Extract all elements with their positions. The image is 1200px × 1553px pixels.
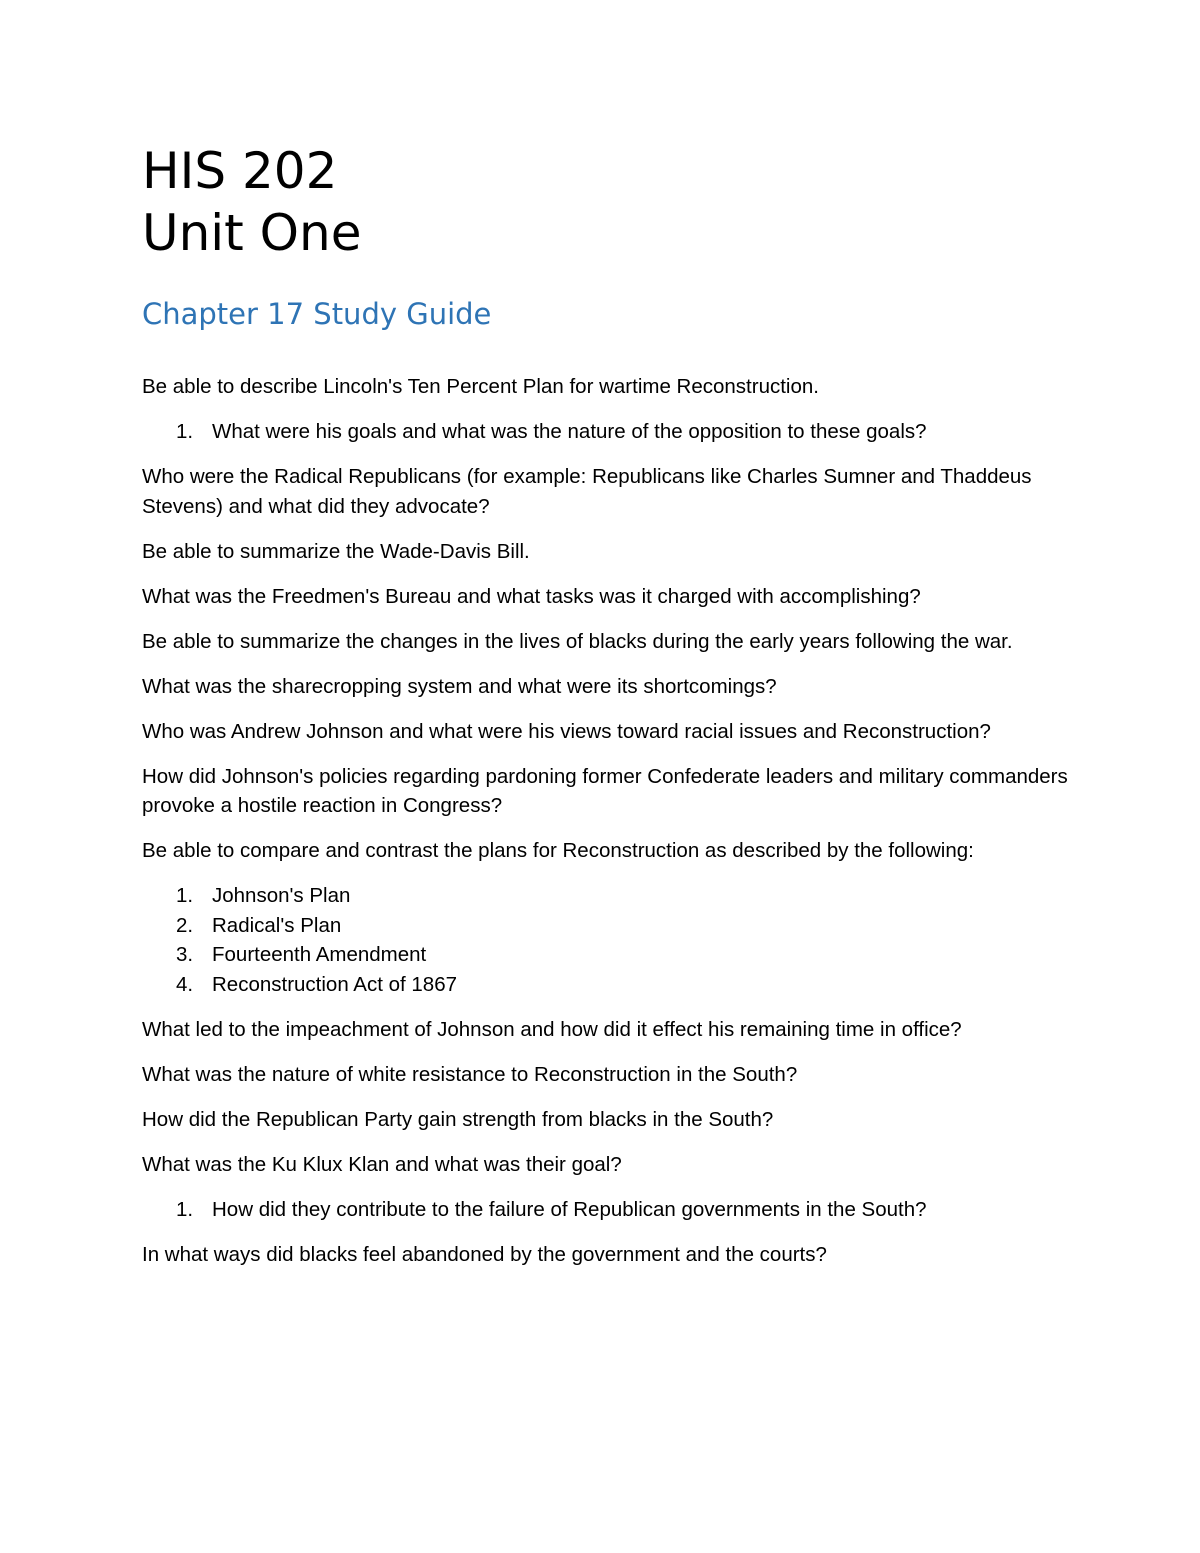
question-paragraph: Who was Andrew Johnson and what were his views toward racial issues and Reconstruction? xyxy=(142,719,991,743)
question-paragraph: How did the Republican Party gain strength from blacks in the South? xyxy=(142,1107,774,1131)
question-paragraph: Who were the Radical Republicans (for example: Republicans like Charles Sumner and Thaddeus Stevens) and what did they advocate? xyxy=(142,465,1032,518)
numbered-list xyxy=(142,1195,1072,1225)
list-item-text: Johnson's Plan xyxy=(212,884,351,907)
question-paragraph: Be able to describe Lincoln's Ten Percent Plan for wartime Reconstruction. xyxy=(142,375,819,398)
numbered-list xyxy=(142,881,1072,999)
question-paragraph: In what ways did blacks feel abandoned by the government and the courts? xyxy=(142,1242,827,1266)
list-item xyxy=(142,881,1072,911)
question-paragraph: Be able to summarize the Wade-Davis Bill. xyxy=(142,539,530,563)
list-item xyxy=(142,940,1072,970)
question-paragraph: What led to the impeachment of Johnson and how did it effect his remaining time in office? xyxy=(142,1017,962,1041)
list-number: 1. xyxy=(176,420,194,443)
list-item-text: How did they contribute to the failure of Republican governments in the South? xyxy=(212,1197,927,1221)
question-paragraph: Be able to summarize the changes in the lives of blacks during the early years following the war. xyxy=(142,629,1013,653)
list-item-text: Fourteenth Amendment xyxy=(212,943,427,966)
study-guide-body xyxy=(142,372,1072,1269)
list-item-text: Radical's Plan xyxy=(212,913,342,937)
list-item xyxy=(142,417,1072,447)
question-paragraph: What was the Freedmen's Bureau and what tasks was it charged with accomplishing? xyxy=(142,584,921,608)
question-paragraph: What was the nature of white resistance to Reconstruction in the South? xyxy=(142,1062,798,1086)
list-item xyxy=(142,1195,1072,1225)
list-number: 3. xyxy=(176,943,194,966)
question-paragraph: What was the sharecropping system and what were its shortcomings? xyxy=(142,674,777,698)
list-number: 1. xyxy=(176,884,194,907)
numbered-list xyxy=(142,417,1072,447)
list-item xyxy=(142,911,1072,941)
list-number: 4. xyxy=(176,972,194,996)
chapter-subtitle: Chapter 17 Study Guide xyxy=(142,297,492,331)
unit-title: Unit One xyxy=(142,204,362,262)
list-item-text: What were his goals and what was the nature of the opposition to these goals? xyxy=(212,420,927,443)
course-title: HIS 202 xyxy=(142,142,338,200)
list-item xyxy=(142,970,1072,1000)
question-paragraph: How did Johnson's policies regarding pardoning former Confederate leaders and military commanders provoke a hostile reaction in Congress? xyxy=(142,764,1068,817)
document-page xyxy=(142,140,1072,1285)
question-paragraph: Be able to compare and contrast the plans for Reconstruction as described by the following: xyxy=(142,839,974,862)
list-item-text: Reconstruction Act of 1867 xyxy=(212,972,458,996)
question-paragraph: What was the Ku Klux Klan and what was their goal? xyxy=(142,1152,622,1176)
list-number: 2. xyxy=(176,913,194,937)
list-number: 1. xyxy=(176,1197,194,1221)
